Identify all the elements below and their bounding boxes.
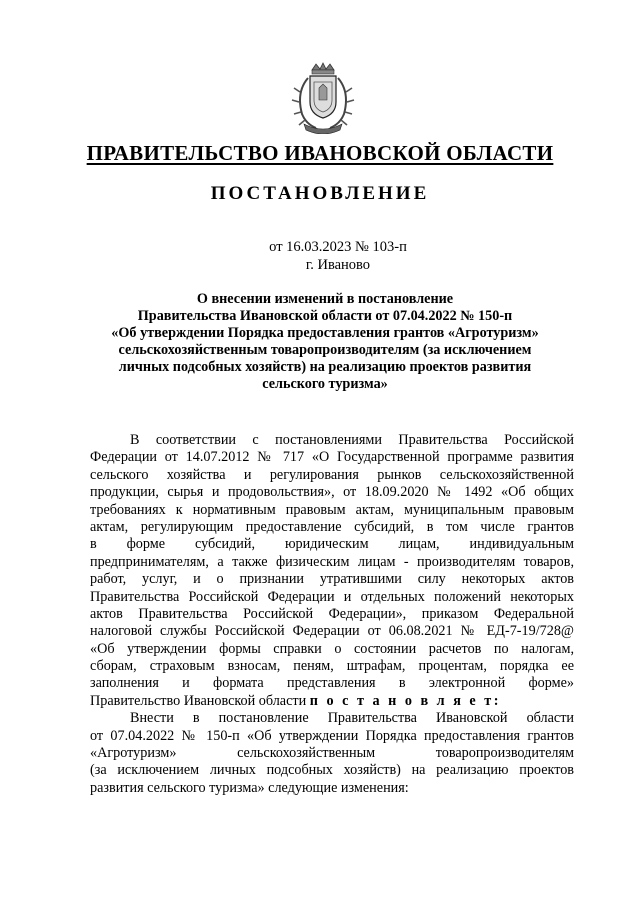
body-line: Федерации от 14.07.2012 № 717 «О Государственной программе развития: [90, 449, 574, 466]
body-line: Внести в постановление Правительства Ивановской области: [130, 710, 574, 727]
body-line: актам, регулирующим предоставление субсидий, в том числе грантов: [90, 518, 574, 535]
subject-line: сельскохозяйственным товаропроизводителям (за исключением: [118, 342, 532, 358]
document-body: [90, 432, 574, 797]
body-line: в форме субсидий, юридическим лицам, индивидуальным: [90, 536, 574, 553]
body-line: Правительства Российской Федерации и отдельных положений некоторых: [90, 588, 574, 605]
body-line: предпринимателям, а также физическим лицам - производителям товаров,: [90, 553, 574, 570]
body-line: сельского хозяйства и регулирования рынков сельскохозяйственной: [90, 466, 574, 483]
body-line: актов Правительства Российской Федерации», приказом Федеральной: [90, 605, 574, 622]
body-line-resolves: [90, 693, 574, 710]
body-line: налоговой службы Российской Федерации от 06.08.2021 № ЕД-7-19/728@: [90, 623, 574, 640]
body-line-text: Правительство Ивановской области: [90, 692, 307, 709]
body-line: сборам, страховым взносам, пеням, штрафам, процентам, порядка ее: [90, 658, 574, 675]
body-line: требованиях к нормативным правовым актам, муниципальным правовым: [90, 501, 574, 518]
body-line: продукции, сырья и продовольствия», от 18.09.2020 № 1492 «Об общих: [90, 484, 574, 501]
subject-line: Правительства Ивановской области от 07.04.2022 № 150-п: [137, 308, 513, 324]
government-title: ПРАВИТЕЛЬСТВО ИВАНОВСКОЙ ОБЛАСТИ: [86, 141, 554, 165]
body-line: работ, услуг, и о признании утратившими силу некоторых актов: [90, 571, 574, 588]
document-subject: [90, 291, 560, 393]
body-line: «Агротуризм» сельскохозяйственным товаропроизводителям: [90, 745, 574, 762]
body-line: заполнения и формата представления в электронной форме»: [90, 675, 574, 692]
document-city: г. Иваново: [305, 257, 371, 273]
body-line: развития сельского туризма» следующие изменения:: [90, 779, 409, 796]
resolves-word: п о с т а н о в л я е т:: [309, 692, 501, 709]
subject-line: «Об утверждении Порядка предоставления грантов «Агротуризм»: [111, 325, 539, 341]
subject-line: О внесении изменений в постановление: [196, 291, 454, 307]
document-type: ПОСТАНОВЛЕНИЕ: [210, 183, 430, 204]
subject-line: сельского туризма»: [262, 376, 388, 392]
document-date-number: от 16.03.2023 № 103-п: [269, 239, 407, 255]
subject-line: личных подсобных хозяйств) на реализацию проектов развития: [118, 359, 532, 375]
body-line: В соответствии с постановлениями Правительства Российской: [130, 432, 574, 448]
body-line: (за исключением личных подсобных хозяйств) на реализацию проектов: [90, 762, 574, 779]
coat-of-arms-icon: [290, 62, 356, 134]
body-line: от 07.04.2022 № 150-п «Об утверждении Порядка предоставления грантов: [90, 727, 574, 744]
body-line: «Об утверждении формы справки о состоянии расчетов по налогам,: [90, 640, 574, 657]
